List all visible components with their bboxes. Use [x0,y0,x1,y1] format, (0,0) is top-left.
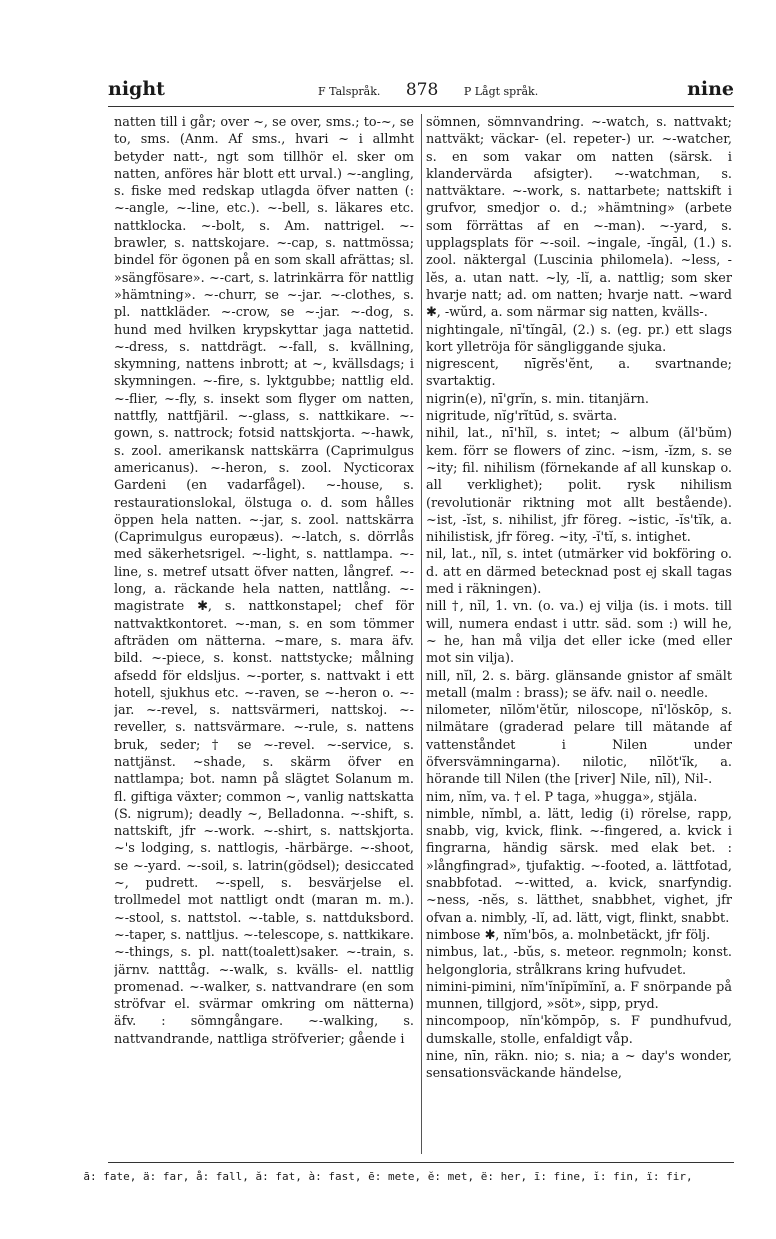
label-low-language: P Lågt språk. [463,85,539,98]
footer-rule [108,1162,734,1163]
entry-nill-2: nill, nĭl, 2. s. bärg. glänsande gnistor af smält metall (malm : brass); se äfv. nail o. needle. [426,668,732,701]
page-number: 878 [405,80,439,100]
entry-nightingale: nightingale, nī'tĭngāl, (2.) s. (eg. pr.) ett slags kort ylletröja för sängliggande sjuka. [426,322,732,355]
guide-word-left: night [108,78,165,100]
page-header [0,78,776,106]
label-colloquial: F Talspråk. [318,85,381,98]
entry-nimbose: nimbose ✱, nĭm'bōs, a. molnbetäckt, jfr följ. [426,927,711,943]
pronunciation-key: ā: fate, ä: far, å: fall, ă: fat, à: fast, ē: mete, ĕ: met, ë: her, ī: fine, ĭ: fin, ï: fir, [83,1170,693,1183]
header-center [318,80,538,100]
dictionary-columns [108,114,738,1154]
right-column [426,114,732,1154]
entry-nihil: nihil, lat., nī'hĭl, s. intet; ~ album (ăl'bŭm) kem. förr se flowers of zinc. ~ism, -ĭzm, s. se ~ity; fil. nihilism (förnekande af all kunskap o. all verklighet); polit. rysk nihilism (revolutionär riktning mot allt bestående). ~ist, -ĭst, s. nihilist, jfr föreg. ~istic, -ĭs'tĭk, a. nihilistisk, jfr föreg. ~ity, -ĭ'tĭ, s. intighet. [426,426,732,546]
column-divider [421,114,422,1154]
entry-nimbus: nimbus, lat., -bŭs, s. meteor. regnmoln; konst. helgongloria, strålkrans kring hufvudet. [426,945,732,978]
header-rule [108,106,734,107]
entry-nigrine: nigrin(e), nī'grĭn, s. min. titanjärn. [426,391,649,407]
entry-nimble: nimble, nĭmbl, a. lätt, ledig (i) rörelse, rapp, snabb, vig, kvick, flink. ~-fingered, a. kvick i fingrarna, händig särsk. med elak bet. : »långfingrad», tjufaktig. ~-footed, a. lättfotad, snabbfotad. ~-witted, a. kvick, snarfyndig. ~ness, -nĕs, s. lätthet, snabbhet, vighet, jfr ofvan a. nimbly, -lĭ, ad. lätt, vigt, flinkt, snabbt. [426,806,732,926]
entry-night-continued: sömnen, sömnvandring. ~-watch, s. nattvakt; nattväkt; väckar- (el. repeter-) ur. ~-watcher, s. en som vakar om natten (särsk. i klandervärda afsigter). ~-watchman, s. nattväktare. ~-work, s. nattarbete; nattskift i grufvor, smedjor o. d.; »hämtning» (arbete som förrättas af en ~-man). ~-yard, s. upplagsplats för ~-soil. ~ingale, -ĭngāl, (1.) s. zool. näktergal (Luscinia philomela). ~less, -lĕs, a. utan natt. ~ly, -lĭ, a. nattlig; som sker hvarje natt; ad. om natten; hvarje natt. ~ward ✱, -wŭrd, a. som närmar sig natten, kvälls-. [426,115,732,321]
entry-nincompoop: nincompoop, nĭn'kŏmpōp, s. F pundhufvud, dumskalle, stolle, enfaldigt våp. [426,1014,732,1047]
entry-nine: nine, nīn, räkn. nio; s. nia; a ~ day's wonder, sensationsväckande händelse, [426,1049,732,1082]
entry-nim: nim, nĭm, va. † el. P taga, »hugga», stjäla. [426,789,698,805]
left-column [114,114,414,1154]
entry-nigrescent: nigrescent, nīgrĕs'ĕnt, a. svartnande; svartaktig. [426,357,732,390]
guide-word-right: nine [687,78,734,100]
entry-nill-1: nill †, nĭl, 1. vn. (o. va.) ej vilja (is. i mots. till will, numera endast i uttr. säd. som :) will he, ~ he, han må vilja det eller icke (med eller mot sin vilja). [426,599,732,667]
entry-night-compounds: natten till i går; over ~, se over, sms.; to-~, se to, sms. (Anm. Af sms., hvari ~ i allmht betyder natt-, ngt som tillhör el. sker om natten, anföres här blott ett urval.) ~-angling, s. fiske med redskap utlagda öfver natten (: ~-angle, ~-line, etc.). ~-bell, s. läkares etc. nattklocka. ~-bolt, s. Am. nattrigel. ~-brawler, s. nattskojare. ~-cap, s. nattmössa; bindel för ögonen på en som skall afrättas; sl. »sängfösare». ~-cart, s. latrinkärra för nattlig »hämtning». ~-churr, se ~-jar. ~-clothes, s. pl. nattkläder. ~-crow, se ~-jar. ~-dog, s. hund med hvilken krypskyttar jaga nattetid. ~-dress, s. nattdrägt. ~-fall, s. kvällning, skymning, nattens inbrott; at ~, kvällsdags; i skymningen. ~-fire, s. lyktgubbe; nattlig eld. ~-flier, ~-fly, s. insekt som flyger om natten, nattfly, nattfjäril. ~-glass, s. nattkikare. ~-gown, s. nattrock; fotsid nattskjorta. ~-hawk, s. zool. amerikansk nattskärra (Caprimulgus americanus). ~-heron, s. zool. Nycticorax Gardeni (en vadarfågel). ~-house, s. restaurationslokal, ölstuga o. d. som hålles öppen hela natten. ~-jar, s. zool. nattskärra (Caprimulgus europæus). ~-latch, s. dörrlås med säkerhetsrigel. ~-light, s. nattlampa. ~-line, s. metref utsatt öfver natten, långref. ~-long, a. räckande hela natten, nattlång. ~-magistrate ✱, s. nattkonstapel; chef för nattvaktkontoret. ~-man, s. en som tömmer afträden om nätterna. ~mare, s. mara äfv. bild. ~-piece, s. konst. nattstycke; målning afsedd för eldsljus. ~-porter, s. nattvakt i ett hotell, sjukhus etc. ~-raven, se ~-heron o. ~-jar. ~-revel, s. nattsvärmeri, nattskoj. ~-reveller, s. nattsvärmare. ~-rule, s. nattens bruk, seder; † se ~-revel. ~-service, s. nattjänst. ~shade, s. skärm öfver en nattlampa; bot. namn på slägtet Solanum m. fl. giftiga växter; common ~, vanlig nattskatta (S. nigrum); deadly ~, Belladonna. ~-shift, s. nattskift, jfr ~-work. ~-shirt, s. nattskjorta. ~'s lodging, s. nattlogis, -härbärge. ~-shoot, se ~-yard. ~-soil, s. latrin(gödsel); desiccated ~, pudrett. ~-spell, s. besvärjelse el. trollmedel mot nattligt ondt (maran m. m.). ~-stool, s. nattstol. ~-table, s. nattduksbord. ~-taper, s. nattljus. ~-telescope, s. nattkikare. ~-things, s. pl. natt(toalett)saker. ~-train, s. järnv. natttåg. ~-walk, s. kvälls- el. nattlig promenad. ~-walker, s. nattvandrare (en som ströfvar el. svärmar omkring om nätterna) äfv. : sömngångare. ~-walking, s. nattvandrande, nattliga ströfverier; gående i [114,115,414,1047]
entry-nil: nil, lat., nĭl, s. intet (utmärker vid bokföring o. d. att en därmed betecknad post ej skall tagas med i räkningen). [426,547,732,598]
entry-nilometer: nilometer, nīlŏm'ĕtŭr, niloscope, nī'lŏskōp, s. nilmätare (graderad pelare till mätande af vattenståndet i Nilen under öfversvämningarna). nilotic, nīlŏt'ĭk, a. hörande till Nilen (the [river] Nile, nīl), Nil-. [426,703,732,788]
entry-nimini-pimini: nimini-pimini, nĭm'ĭnĭpĭmĭnĭ, a. F snörpande på munnen, tillgjord, »söt», sipp, pryd. [426,979,732,1013]
entry-nigritude: nigritude, nĭg'rĭtūd, s. svärta. [426,409,618,425]
